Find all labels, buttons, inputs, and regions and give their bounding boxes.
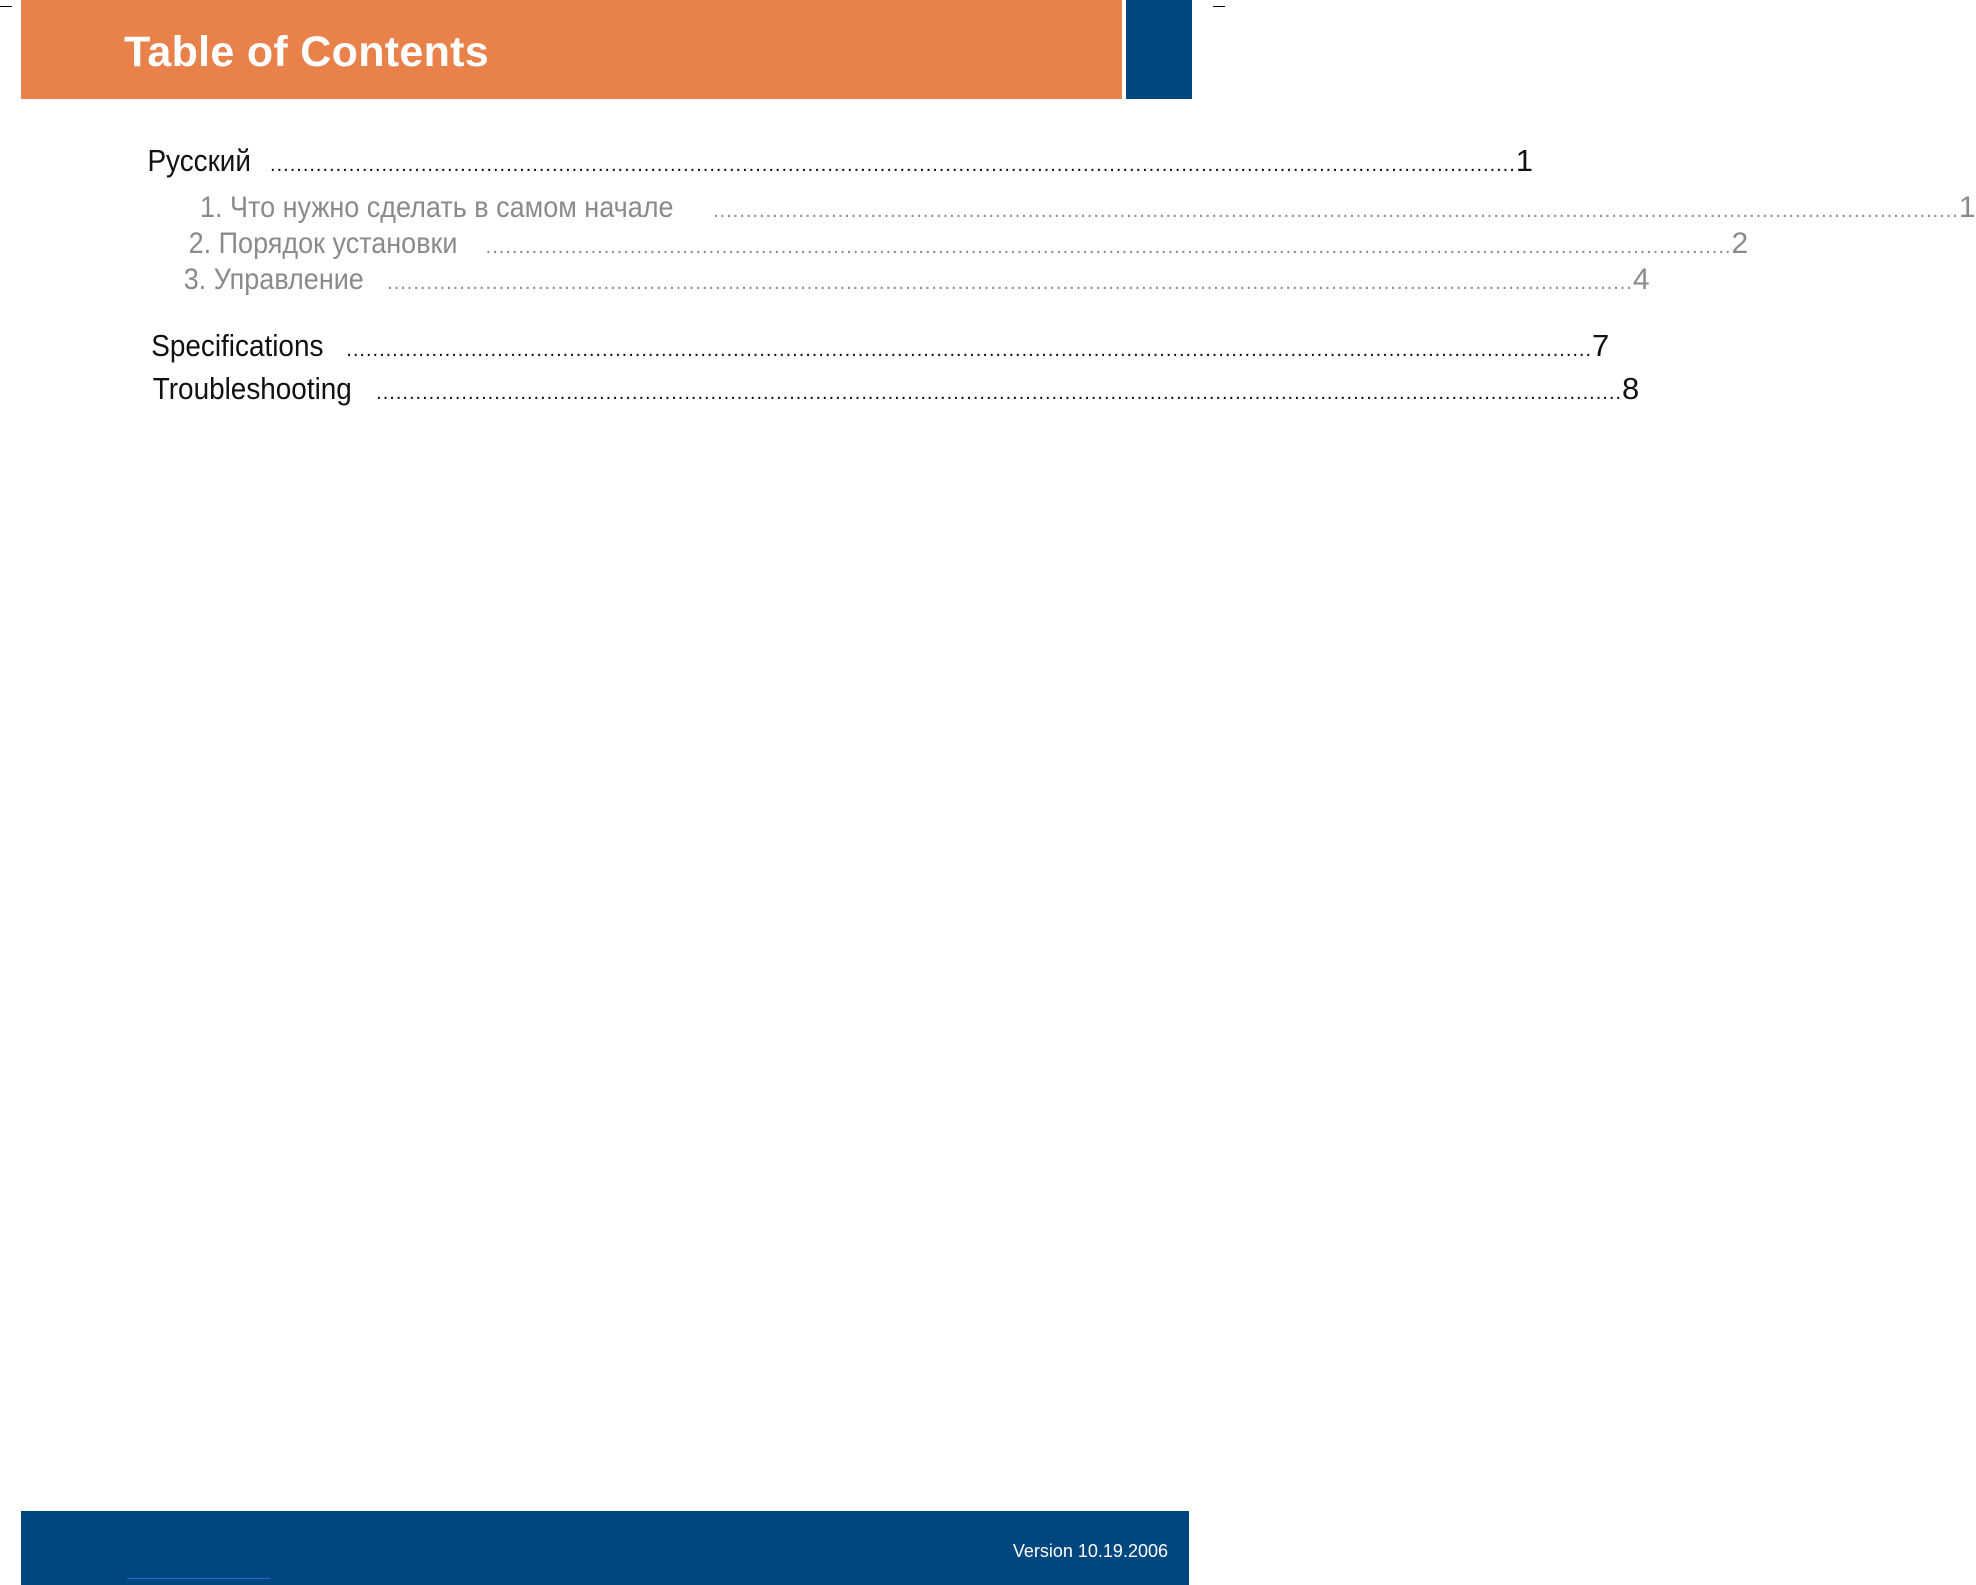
toc-entry-troubleshooting[interactable] xyxy=(141,371,1640,407)
dot-leader: .............................................................................................................................................................................................. xyxy=(485,236,1732,258)
version-label: Version 10.19.2006 xyxy=(1012,1541,1168,1561)
toc-entry-label: 2. Порядок установки xyxy=(188,227,458,260)
toc-entry-page: 8 xyxy=(1621,371,1640,406)
toc-entry-page: 1 xyxy=(1515,143,1534,178)
page-title: Table of Contents xyxy=(124,28,490,76)
toc-entry-page: 4 xyxy=(1632,263,1650,296)
header-accent-block xyxy=(1126,0,1192,99)
toc-entry-installation[interactable] xyxy=(173,227,1749,261)
toc-entry-label: 1. Что нужно сделать в самом начале xyxy=(200,191,674,224)
toc-entry-label: 3. Управление xyxy=(183,263,364,296)
dot-leader: .............................................................................................................................................................................................. xyxy=(713,200,1959,222)
toc-entry-page: 1 xyxy=(1958,191,1976,224)
toc-entry-label: Specifications xyxy=(151,328,324,363)
toc-entry-label: Русский xyxy=(147,143,251,178)
toc-entry-page: 7 xyxy=(1592,328,1610,363)
dot-leader: .............................................................................................................................................................................................. xyxy=(270,154,1516,176)
dot-leader: .............................................................................................................................................................................................. xyxy=(387,272,1633,294)
toc-entry-label: Troubleshooting xyxy=(152,371,352,406)
toc-entry-specifications[interactable] xyxy=(141,328,1610,364)
toc-entry-page: 2 xyxy=(1731,227,1749,260)
toc-entry-russian[interactable] xyxy=(141,143,1534,179)
crop-mark-right xyxy=(1213,6,1225,7)
dot-leader: .............................................................................................................................................................................................. xyxy=(376,382,1622,404)
footer-link-underline[interactable] xyxy=(127,1578,270,1579)
dot-leader: .............................................................................................................................................................................................. xyxy=(346,339,1593,361)
toc-entry-getting-started[interactable] xyxy=(173,191,1976,225)
crop-mark-left xyxy=(0,6,12,7)
toc-entry-management[interactable] xyxy=(173,263,1650,297)
